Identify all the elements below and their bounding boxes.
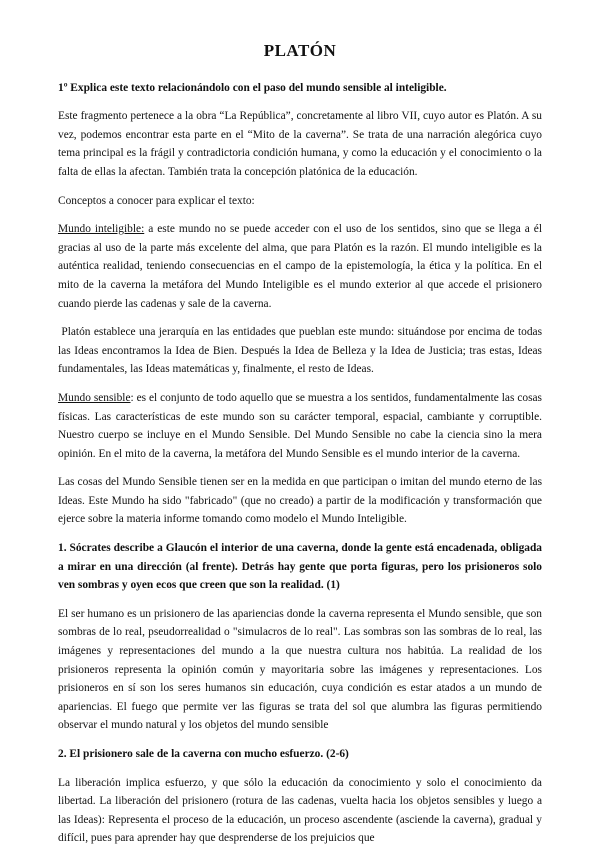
section1-paragraph: El ser humano es un prisionero de las apariencias donde la caverna representa el Mundo sensible, que son sombras de lo real, pseudorrealidad o "simulacros de lo real". Las sombras son las sombras de lo real, las imágenes y representaciones del mundo a la que nuestra cultura nos habitúa. La realidad de los prisioneros representa la opinión común y mayoritaria sobre las imágenes y representaciones. Los prisioneros en sí son los seres humanos sin educación, cuya condición es estar atados a un mundo de apariencias. El fuego que permite ver las figuras se trata del sol que alumbra las figuras permitiendo observar el mundo natural y los objetos del mundo sensible [58,607,542,732]
section1-heading: 1. Sócrates describe a Glaucón el interior de una caverna, donde la gente está encadenada, obligada a mirar en una dirección (al frente). Detrás hay gente que porta figuras, pero los prisioneros solo ven sombras y oyen ecos que creen que son la realidad. (1) [58,542,542,592]
term-mundo-inteligible: Mundo inteligible: [58,223,145,236]
page-title: PLATÓN [263,41,337,60]
term-mundo-sensible: Mundo sensible [58,391,131,404]
concepts-heading: Conceptos a conocer para explicar el texto: [58,194,255,207]
jerarquia-paragraph: Platón establece una jerarquía en las entidades que pueblan este mundo: situándose por encima de todas las Ideas encontramos la Idea de Bien. Después la Idea de Belleza y la Idea de Justicia; tras estas, Ideas fundamentales, las Ideas matemáticas y, finalmente, el resto de Ideas. [58,326,545,376]
intro-paragraph: Este fragmento pertenece a la obra “La República”, concretamente al libro VII, cuyo autor es Platón. A su vez, podemos encontrar esta parte en el “Mito de la caverna”. Se trata de una narración alegórica cuyo tema principal es la frágil y contradictoria condición humana, y como la educación y el conocimiento o la falta de ellas la afectan. También trata la concepción platónica de la educación. [58,110,542,178]
mundo-sensible-paragraph [58,389,542,463]
section2-heading: 2. El prisionero sale de la caverna con mucho esfuerzo. (2-6) [58,748,349,760]
mundo-inteligible-text: a este mundo no se puede acceder con el uso de los sentidos, sino que se llega a él gracias al uso de la parte más excelente del alma, que para Platón es la razón. El mundo inteligible es la auténtica realidad, teniendo consecuencias en el campo de la epistemología, la ética y la política. En el mito de la caverna la metáfora del Mundo Inteligible es el mundo exterior al que accede el prisionero cuando pierde las cadenas y sale de la caverna. [58,223,542,310]
mundo-inteligible-paragraph [58,220,542,313]
cosas-paragraph: Las cosas del Mundo Sensible tienen ser en la medida en que participan o imitan del mundo eterno de las Ideas. Este Mundo ha sido "fabricado" (que no creado) a partir de la modificación y transformación que ejerce sobre la materia informe tomando como modelo el Mundo Inteligible. [58,476,542,526]
question-heading: 1º Explica este texto relacionándolo con el paso del mundo sensible al inteligible. [58,81,447,94]
section2-paragraph: La liberación implica esfuerzo, y que sólo la educación da conocimiento y solo el conocimiento da libertad. La liberación del prisionero (rotura de las cadenas, vuelta hacia los objetos sensibles y luego a las Ideas): Representa el proceso de la educación, un proceso ascendente (asciende la caverna), gradual y difícil, pues para aprender hay que desprenderse de los prejuicios que [58,776,542,845]
mundo-sensible-text: : es el conjunto de todo aquello que se muestra a los sentidos, fundamentalmente las cosas físicas. Las características de este mundo son su carácter temporal, espacial, cambiante y corruptible. Nuestro cuerpo se incluye en el Mundo Sensible. Del Mundo Sensible no cabe la ciencia sino la mera opinión. En el mito de la caverna, la metáfora del Mundo Sensible es el mundo interior de la caverna. [58,391,542,460]
